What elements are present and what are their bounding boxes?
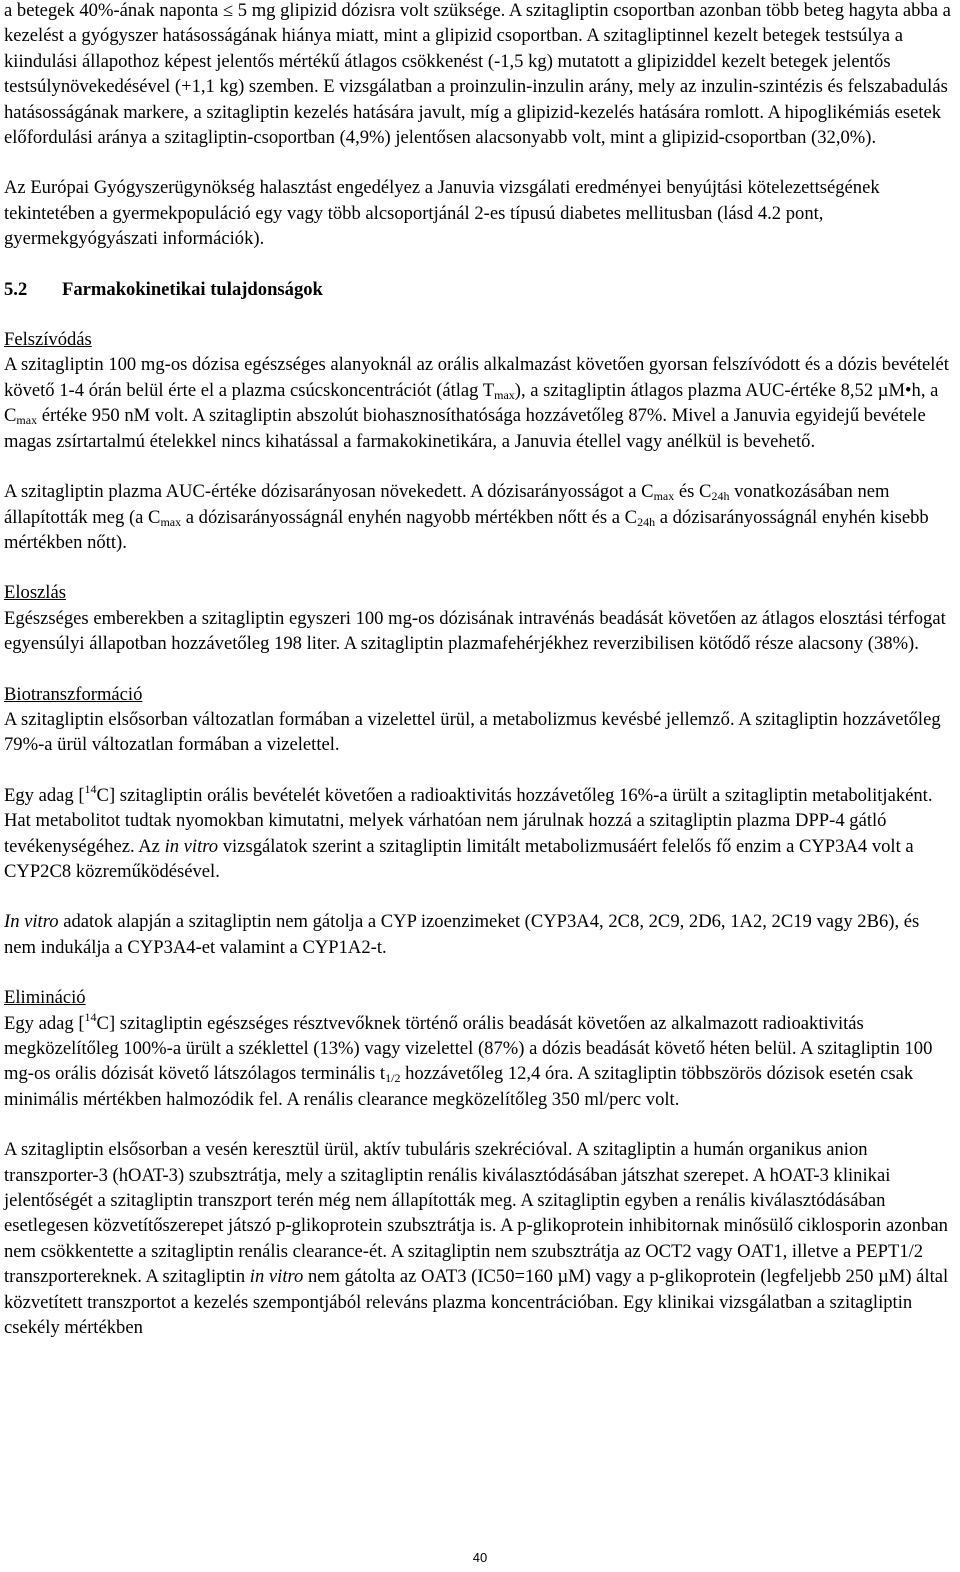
paragraph-biotransformation-2 xyxy=(4,783,954,885)
text-run: A szitagliptin plazma AUC-értéke dózisarányosan növekedett. A dózisarányosságot a C xyxy=(4,481,654,503)
paragraph-absorption-2 xyxy=(4,479,954,555)
paragraph-ema-deferral: Az Európai Gyógyszerügynökség halasztást engedélyez a Januvia vizsgálati eredményei benyújtási kötelezettségének tekintetében a gyermekpopuláció egy vagy több alcsoportjánál 2-es típusú diabetes mellitusban (lásd 4.2 pont, gyermekgyógyászati információk). xyxy=(4,177,880,250)
subscript-24h: 24h xyxy=(711,489,730,504)
subheading-absorption: Felszívódás xyxy=(4,329,92,351)
text-run: vizsgálatok szerint a szitagliptin limitált metabolizmusáért felelős fő enzim a CYP3A4 volt a CYP2C8 közreműködésével. xyxy=(4,835,914,882)
paragraph-biotransformation-1: A szitagliptin elsősorban változatlan formában a vizelettel ürül, a metabolizmus kevésbé jellemző. A szitagliptin hozzávetőleg 79%-a ürül változatlan formában a vizelettel. xyxy=(4,708,941,756)
subscript-half: 1/2 xyxy=(385,1071,401,1086)
text-run: C] szitagliptin orális bevételét követően a radioaktivitás hozzávetőleg 16%-a ürült a szitagliptin metabolitjaként. Hat metabolitot tudtak nyomokban kimutatni, melyek várhatóan nem járulnak hozzá a szitagliptin plazma DPP-4 gátló tevékenységéhez. Az xyxy=(4,784,933,857)
text-run: a dózisarányosságnál enyhén nagyobb mértékben nőtt és a C xyxy=(181,506,638,528)
paragraph-elimination-2 xyxy=(4,1137,954,1340)
paragraph-distribution: Egészséges emberekben a szitagliptin egyszeri 100 mg-os dózisának intravénás beadását követően az átlagos elosztási térfogat egyensúlyi állapotban hozzávetőleg 198 liter. A szitagliptin plazmafehérjékhez reverzibilisen kötődő része alacsony (38%). xyxy=(4,607,946,655)
text-run: A szitagliptin 100 mg-os dózisa egészséges alanyoknál az orális alkalmazást követően gyorsan felszívódott és a dózis bevételét követő 1-4 órán belül érte el a plazma csúcskoncentrációt (átlag T xyxy=(4,354,949,401)
text-run: a dózisarányosságnál enyhén kisebb mértékben nőtt). xyxy=(4,506,929,553)
subscript-max: max xyxy=(494,387,515,402)
subscript-max: max xyxy=(653,489,675,504)
text-run: értéke 950 nM volt. A szitagliptin abszolút biohasznosíthatósága hozzávetőleg 87%. Mivel a Januvia egyidejű bevétele magas zsírtartalmú ételekkel nincs kihatással a farmakokinetikára, a Januvia étellel vagy anélkül is bevehető. xyxy=(4,405,926,452)
italic-in-vitro: In vitro xyxy=(4,911,59,933)
section-number: 5.2 xyxy=(4,278,28,300)
italic-in-vitro: in vitro xyxy=(249,1266,304,1288)
paragraph-study-results: a betegek 40%-ának naponta ≤ 5 mg glipizid dózisra volt szüksége. A szitagliptin csoportban azonban több beteg hagyta abba a kezelést a gyógyszer hatásosságának hiánya miatt, mint a glipizid csoportban. A szitagliptinnel kezelt betegek testsúlya a kiindulási állapothoz képest jelentős mértékű átlagos csökkenést (-1,5 kg) mutatott a glipiziddel kezelt betegek jelentős testsúlynövekedésével (+1,1 kg) szemben. E vizsgálatban a proinzulin-inzulin arány, mely az inzulin-szintézis és felszabadulás hatásosságának markere, a szitagliptin kezelés hatására javult, míg a glipizid-kezelés hatására romlott. A hipoglikémiás esetek előfordulási aránya a szitagliptin-csoportban (4,9%) jelentősen alacsonyabb volt, mint a glipizid-csoportban (32,0%). xyxy=(4,0,951,149)
subscript-24h: 24h xyxy=(637,514,656,529)
text-run: nem gátolta az OAT3 (IC50=160 µM) vagy a p-glikoprotein (legfeljebb 250 µM) által közvetített transzportot a kezelés szempontjából releváns plazma koncentrációban. Egy klinikai vizsgálatban a szitagliptin csekély mértékben xyxy=(4,1266,949,1339)
text-run: vonatkozásában nem állapították meg (a C xyxy=(4,481,890,528)
paragraph-elimination-1 xyxy=(4,1011,954,1113)
section-title: Farmakokinetikai tulajdonságok xyxy=(62,278,323,300)
text-run: A szitagliptin elsősorban a vesén keresztül ürül, aktív tubuláris szekrécióval. A szitagliptin a humán organikus anion transzporter-3 (hOAT-3) szubsztrátja, mely a szitagliptin renális kiválasztódásában játszhat szerepet. A hOAT-3 klinikai jelentőségét a szitagliptin transzport terén még nem állapították meg. A szitagliptin egyben a renális kiválasztódásában esetlegesen közvetítőszerepet játszó p-glikoprotein szubsztrátja is. A p-glikoprotein inhibitornak minősülő ciklosporin azonban nem csökkentette a szitagliptin renális clearance-ét. A szitagliptin nem szubsztrátja az OCT2 vagy OAT1, illetve a PEPT1/2 transzportereknek. A szitagliptin xyxy=(4,1139,948,1288)
text-run: adatok alapján a szitagliptin nem gátolja a CYP izoenzimeket (CYP3A4, 2C8, 2C9, 2D6, 1A2, 2C19 vagy 2B6), és nem indukálja a CYP3A4-et valamint a CYP1A2-t. xyxy=(4,911,920,958)
text-run: hozzávetőleg 12,4 óra. A szitagliptin többszörös dózisok esetén csak minimális mértékben halmozódik fel. A renális clearance megközelítőleg 350 ml/perc volt. xyxy=(4,1063,914,1110)
text-run: C] szitagliptin egészséges résztvevőknek történő orális beadását követően az alkalmazott radioaktivitás megközelítőleg 100%-a ürült a széklettel (13%) vagy vizelettel (87%) a dózis beadását követő héten belül. A szitagliptin 100 mg-os orális dózisát követő látszólagos terminális t xyxy=(4,1012,933,1085)
paragraph-biotransformation-3 xyxy=(4,909,954,960)
superscript-14: 14 xyxy=(84,1009,97,1024)
subheading-distribution: Eloszlás xyxy=(4,582,66,604)
section-heading xyxy=(4,277,954,302)
page-number: 40 xyxy=(472,1550,488,1565)
text-run: és C xyxy=(674,481,712,503)
paragraph-absorption-1 xyxy=(4,352,954,454)
subscript-max: max xyxy=(16,413,38,428)
text-run: Egy adag [ xyxy=(4,784,85,806)
text-run: ), a szitagliptin átlagos plazma AUC-értéke 8,52 µM•h, a C xyxy=(4,379,939,427)
document-body xyxy=(4,0,954,1340)
superscript-14: 14 xyxy=(84,781,97,796)
subheading-elimination: Elimináció xyxy=(4,987,86,1009)
italic-in-vitro: in vitro xyxy=(164,835,219,857)
subscript-max: max xyxy=(160,514,182,529)
subheading-biotransformation: Biotranszformáció xyxy=(4,683,143,705)
text-run: Egy adag [ xyxy=(4,1012,85,1034)
